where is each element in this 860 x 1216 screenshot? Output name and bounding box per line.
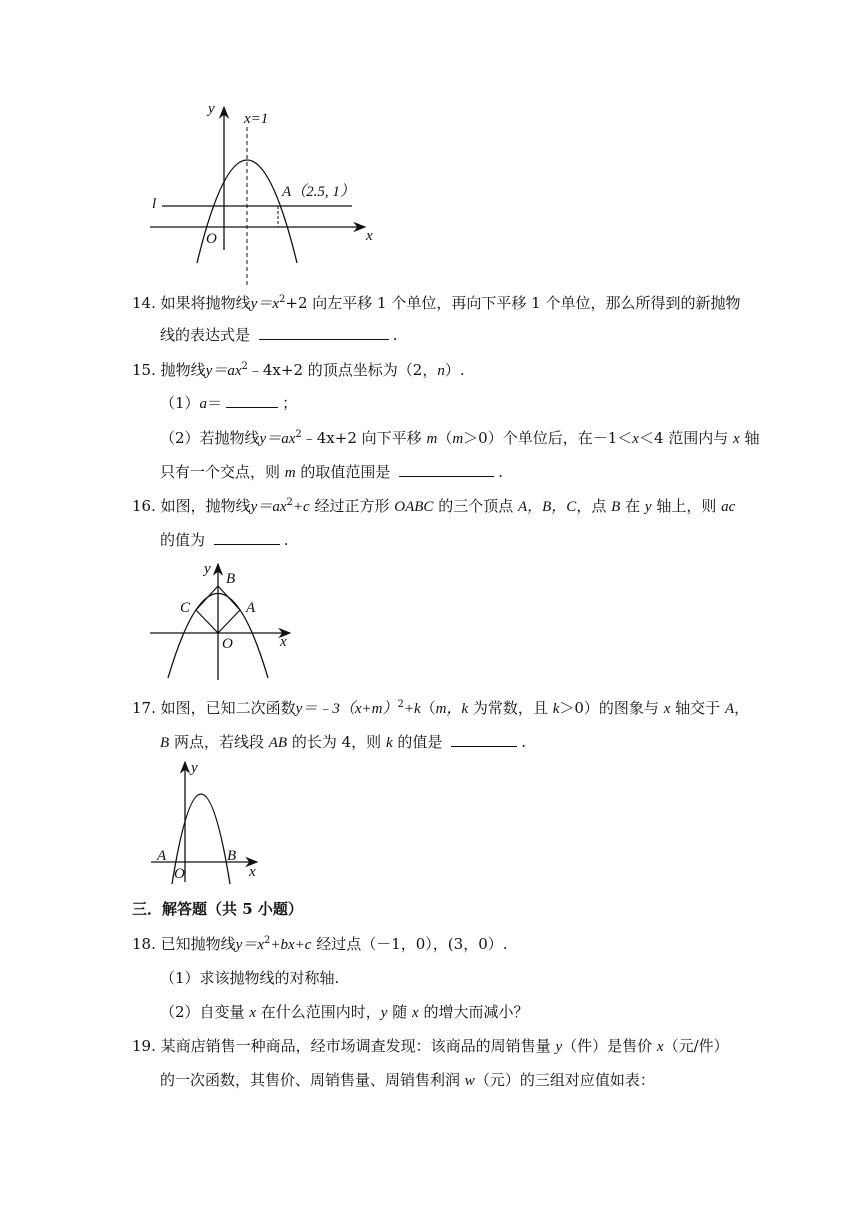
fig17-origin: O <box>174 866 185 882</box>
fig13-point-label: A（2.5, 1） <box>282 184 355 200</box>
q14-line-2: 线的表达式是 . <box>160 326 398 344</box>
q15-a-blank[interactable] <box>226 393 278 408</box>
q17-line-2: B 两点，若线段 AB 的长为 4，则 k 的值是 . <box>160 733 526 751</box>
q16-answer-blank[interactable] <box>214 530 280 545</box>
q17-number: 17. <box>132 699 156 717</box>
fig16-origin: O <box>222 636 233 652</box>
fig13-origin: O <box>206 231 217 247</box>
q18-part-1: （1）求该抛物线的对称轴. <box>160 969 340 987</box>
fig17-x-label: x <box>249 864 256 880</box>
q15-number: 15. <box>132 361 156 379</box>
fig13-y-label: y <box>208 101 215 117</box>
q15-line-1: 15. 抛物线$y=ax^2﹣4x+2$ 的顶点坐标为（2，n）. <box>132 361 465 379</box>
q19-line-2: 的一次函数，其售价、周销售量、周销售利润 w（元）的三组对应值如表： <box>160 1071 655 1089</box>
q18-line-1: 18. 已知抛物线$y=x^2+bx+c$ 经过点（－1，0），(3，0）. <box>132 935 508 953</box>
q14-number: 14. <box>132 294 156 312</box>
fig16-b-label: B <box>226 571 236 587</box>
fig17-a-label: A <box>157 848 167 864</box>
q15-m-blank[interactable] <box>399 462 494 477</box>
fig13-l-label: l <box>152 196 157 212</box>
q17-answer-blank[interactable] <box>451 732 517 747</box>
q19-line-1: 19. 某商店销售一种商品，经市场调查发现：该商品的周销售量 y（件）是售价 x（元/件） <box>132 1037 729 1055</box>
q14-answer-blank[interactable] <box>259 325 389 340</box>
fig16-x-label: x <box>280 634 287 650</box>
fig13-x-label: x <box>366 228 373 244</box>
fig16-c-label: C <box>180 600 191 616</box>
figure-16-graph <box>140 560 300 685</box>
q16-line-2: 的值为 . <box>160 531 289 549</box>
q15-part-1: （1）a＝ ； <box>160 394 298 412</box>
q18-number: 18. <box>132 935 156 953</box>
q15-part-2-line-1: （2）若抛物线$y=ax^2﹣4x+2$ 向下平移 m（m＞0）个单位后，在－1＜x＜4 范围内与 x 轴 <box>160 429 760 447</box>
fig16-a-label: A <box>246 600 256 616</box>
fig17-b-label: B <box>227 848 237 864</box>
q18-part-2: （2）自变量 x 在什么范围内时，y 随 x 的增大而减小？ <box>160 1003 529 1021</box>
fig13-line-label: x=1 <box>244 111 269 127</box>
section-3-title: 三．解答题（共 5 小题） <box>132 900 303 918</box>
q16-line-1: 16. 如图，抛物线$y=ax^2+c$ 经过正方形 OABC 的三个顶点 A，B，C，点 B 在 y 轴上，则 ac <box>132 497 736 515</box>
q17-line-1: 17. 如图，已知二次函数$y=﹣3(x+m)^2+k(m$，k 为常数，且 k＞0）的图象与 x 轴交于 A， <box>132 699 750 717</box>
figure-13-graph <box>140 95 390 290</box>
fig17-y-label: y <box>191 760 198 776</box>
q15-part-2-line-2: 只有一个交点，则 m 的取值范围是 . <box>160 463 503 481</box>
fig16-y-label: y <box>204 561 211 577</box>
q16-number: 16. <box>132 497 156 515</box>
q19-number: 19. <box>132 1037 156 1055</box>
figure-17-graph <box>145 760 270 885</box>
q14-line-1: 14. 如果将抛物线$y=x^2+2$ 向左平移 1 个单位，再向下平移 1 个单位，那么所得到的新抛物 <box>132 294 741 312</box>
